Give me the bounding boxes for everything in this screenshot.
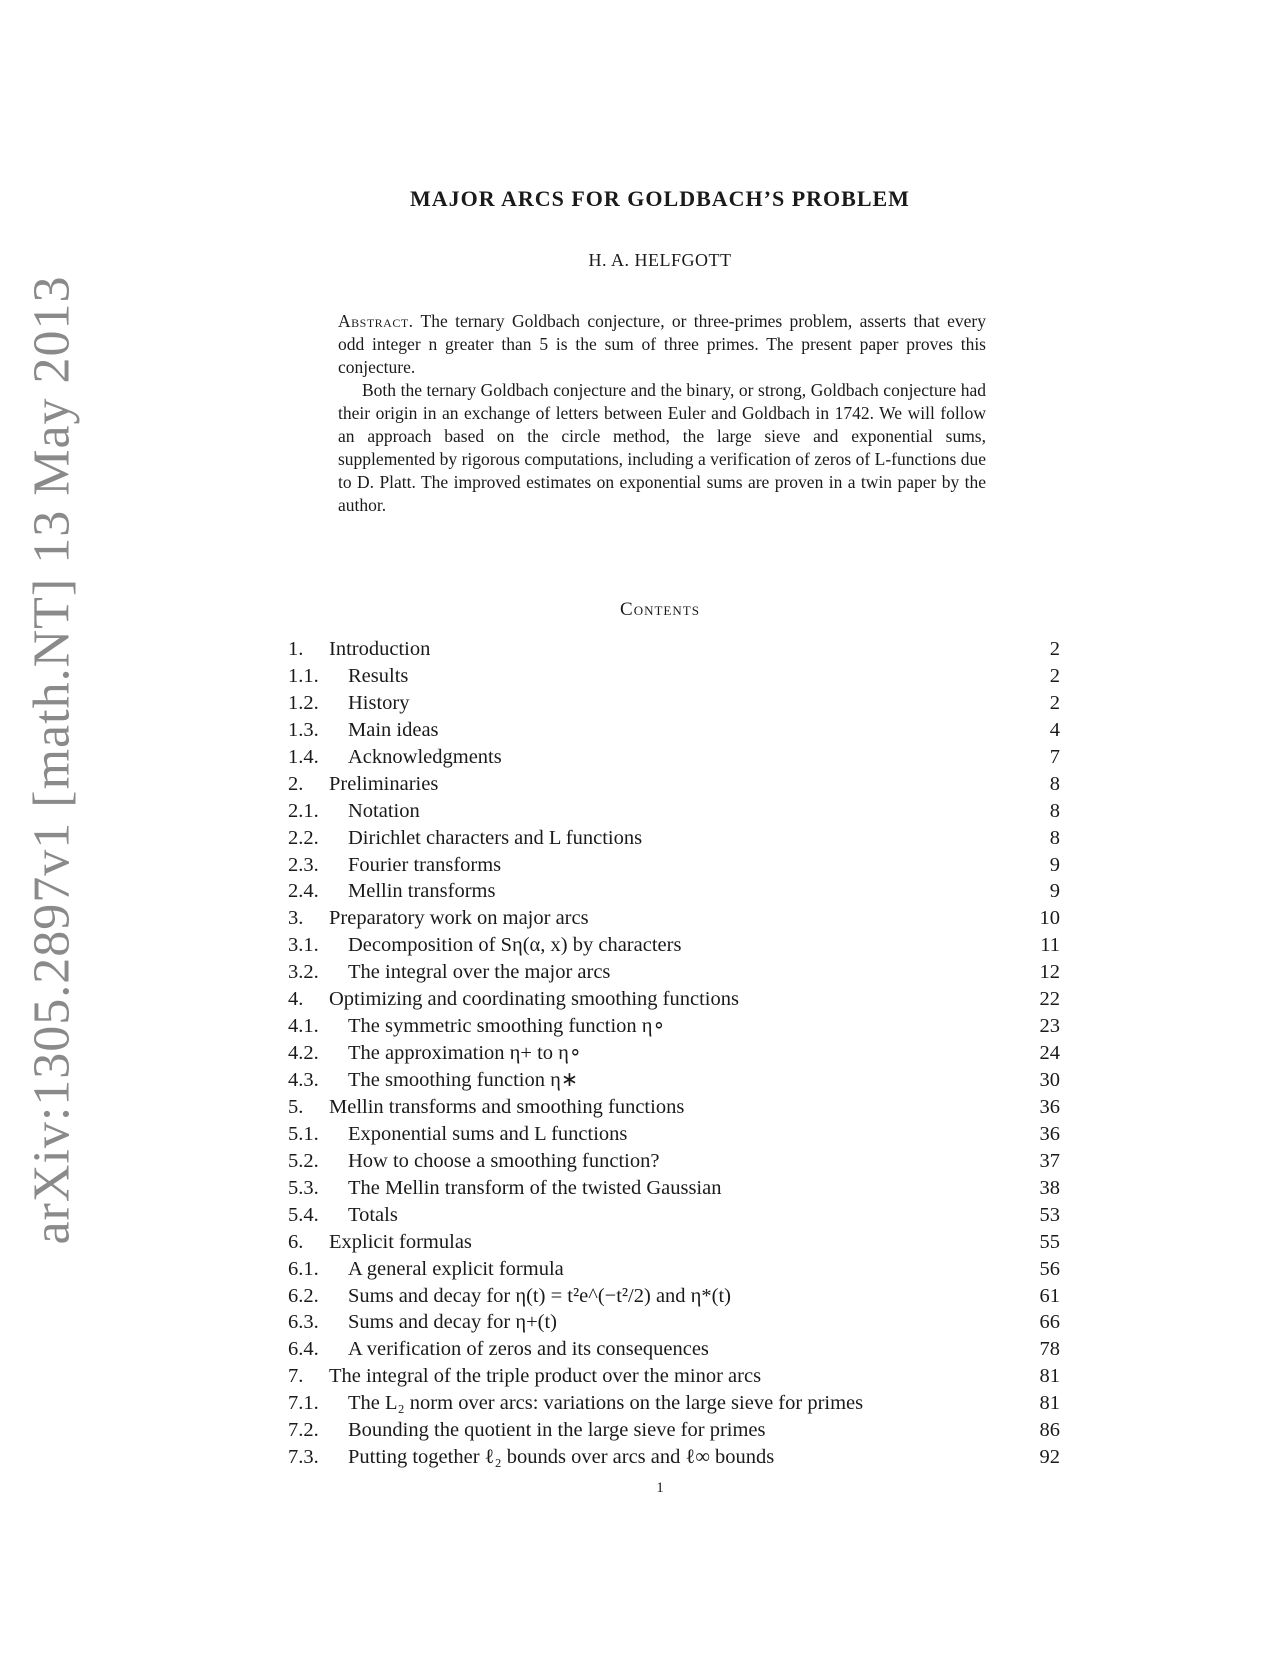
toc-entry-title: The integral of the triple product over the minor arcs <box>329 1365 762 1388</box>
toc-entry-title: The smoothing function η∗ <box>348 1069 579 1091</box>
author-name: H. A. HELFGOTT <box>588 250 732 270</box>
toc-entry-title: Decomposition of Sη(α, x) by characters <box>348 934 682 957</box>
toc-entry[interactable] <box>288 744 1060 771</box>
contents-heading: Contents <box>620 599 700 620</box>
toc-entry-number: 7.1. <box>288 1392 319 1415</box>
toc-entry[interactable] <box>288 905 1060 932</box>
toc-entry[interactable] <box>288 663 1060 690</box>
toc-entry[interactable] <box>288 932 1060 959</box>
toc-entry-title: Introduction <box>329 638 431 660</box>
toc-entry-number: 1.2. <box>288 691 319 714</box>
toc-entry-page: 61 <box>1039 1284 1060 1307</box>
toc-entry-number: 2. <box>288 772 304 795</box>
toc-entry-number: 6.4. <box>288 1338 319 1361</box>
toc-entry-number: 1.1. <box>288 664 319 687</box>
toc-entry-title: Mellin transforms and smoothing functions <box>329 1095 685 1118</box>
toc-entry-page: 2 <box>1049 691 1060 714</box>
toc-entry-number: 2.3. <box>288 853 319 876</box>
toc-entry-page: 11 <box>1040 934 1060 957</box>
toc-entry-number: 7.3. <box>288 1446 319 1469</box>
toc-entry-page: 66 <box>1039 1311 1060 1334</box>
toc-entry-number: 2.4. <box>288 880 319 903</box>
toc-entry-number: 2.2. <box>288 826 319 849</box>
toc-entry-page: 86 <box>1039 1419 1060 1442</box>
toc-entry-number: 5.2. <box>288 1149 319 1172</box>
toc-entry[interactable] <box>288 1094 1060 1121</box>
toc-entry-page: 36 <box>1039 1122 1060 1145</box>
toc-entry-title: A general explicit formula <box>348 1257 564 1280</box>
toc-entry-page: 8 <box>1049 772 1060 795</box>
toc-entry-page: 12 <box>1039 961 1060 984</box>
toc-entry[interactable] <box>288 771 1060 798</box>
toc-entry[interactable] <box>288 1202 1060 1229</box>
toc-entry[interactable] <box>288 1417 1060 1444</box>
toc-entry-title: Putting together ℓ₂ bounds over arcs and ℓ∞ bounds <box>348 1446 775 1469</box>
toc-entry[interactable] <box>288 690 1060 717</box>
toc-entry-page: 56 <box>1039 1257 1060 1280</box>
toc-entry-page: 10 <box>1039 907 1060 930</box>
toc-entry-title: Preparatory work on major arcs <box>329 907 589 930</box>
toc-entry-title: The symmetric smoothing function η∘ <box>348 1015 666 1038</box>
toc-entry[interactable] <box>288 1040 1060 1067</box>
toc-entry-title: Notation <box>348 799 420 822</box>
toc-entry-number: 1.4. <box>288 745 319 768</box>
toc-entry-title: Explicit formulas <box>329 1230 472 1253</box>
toc-entry-number: 5.4. <box>288 1203 319 1226</box>
toc-entry[interactable] <box>288 1229 1060 1256</box>
toc-entry[interactable] <box>288 636 1060 663</box>
toc-entry-title: A verification of zeros and its consequences <box>348 1338 709 1361</box>
toc-entry-title: Bounding the quotient in the large sieve for primes <box>348 1419 766 1442</box>
toc-entry-title: Sums and decay for η+(t) <box>348 1311 558 1334</box>
toc-entry-title: The approximation η+ to η∘ <box>348 1042 582 1065</box>
toc-entry-title: History <box>348 691 410 714</box>
toc-entry[interactable] <box>288 1336 1060 1363</box>
toc-entry-page: 37 <box>1039 1149 1060 1172</box>
toc-entry-number: 4.3. <box>288 1069 319 1091</box>
toc-entry[interactable] <box>288 1067 1060 1094</box>
toc-entry-number: 1.3. <box>288 718 319 741</box>
toc-entry-title: Main ideas <box>348 718 439 741</box>
toc-entry-page: 4 <box>1049 718 1060 741</box>
toc-entry[interactable] <box>288 1363 1060 1390</box>
toc-entry-page: 55 <box>1039 1230 1060 1253</box>
toc-entry-title: Optimizing and coordinating smoothing functions <box>329 988 739 1011</box>
abstract <box>338 310 986 517</box>
toc-entry-page: 53 <box>1039 1203 1060 1226</box>
toc-entry[interactable] <box>288 1121 1060 1148</box>
toc-entry-number: 3.2. <box>288 961 319 984</box>
abstract-paragraph-2: Both the ternary Goldbach conjecture and the binary, or strong, Goldbach conjecture had their origin in an exchange of letters between Euler and Goldbach in 1742. We will follow an approach based on the circle method, the large sieve and exponential sums, supplemented by rigorous computations, including a verification of zeros of L-functions due to D. Platt. The improved estimates on exponential sums are proven in a twin paper by the author. <box>338 380 986 515</box>
toc-entry[interactable] <box>288 1148 1060 1175</box>
toc-entry-page: 23 <box>1039 1015 1060 1038</box>
toc-entry[interactable] <box>288 1390 1060 1417</box>
toc-entry-title: Exponential sums and L functions <box>348 1122 628 1145</box>
toc-entry-page: 8 <box>1049 826 1060 849</box>
toc-entry[interactable] <box>288 1013 1060 1040</box>
toc-entry[interactable] <box>288 1283 1060 1310</box>
toc-entry[interactable] <box>288 1256 1060 1283</box>
toc-entry-number: 4.1. <box>288 1015 319 1038</box>
abstract-paragraph-1 <box>338 310 986 379</box>
toc-entry-page: 78 <box>1039 1338 1060 1361</box>
toc-entry-title: The L₂ norm over arcs: variations on the large sieve for primes <box>348 1392 864 1415</box>
page-number: 1 <box>656 1480 664 1496</box>
toc-entry-number: 5.1. <box>288 1122 319 1145</box>
toc-entry-page: 9 <box>1049 880 1060 903</box>
toc-entry-number: 3. <box>288 907 304 930</box>
toc-entry-title: Mellin transforms <box>348 880 496 903</box>
toc-entry-number: 6. <box>288 1230 304 1253</box>
toc-entry[interactable] <box>288 825 1060 852</box>
toc-entry-page: 7 <box>1049 745 1060 768</box>
toc-entry[interactable] <box>288 878 1060 905</box>
toc-entry-title: How to choose a smoothing function? <box>348 1149 660 1172</box>
toc-entry-page: 81 <box>1039 1365 1060 1388</box>
toc-entry-title: Dirichlet characters and L functions <box>348 826 643 849</box>
toc-entry-number: 7. <box>288 1365 304 1388</box>
toc-entry-title: Sums and decay for η(t) = t²e^(−t²/2) and η*(t) <box>348 1284 731 1307</box>
toc-entry-number: 4.2. <box>288 1042 319 1065</box>
toc-entry-page: 24 <box>1039 1042 1060 1065</box>
toc-entry[interactable] <box>288 986 1060 1013</box>
toc-entry[interactable] <box>288 798 1060 825</box>
toc-entry[interactable] <box>288 1175 1060 1202</box>
toc-entry-number: 5. <box>288 1095 304 1118</box>
toc-entry[interactable] <box>288 717 1060 744</box>
toc-entry-number: 7.2. <box>288 1419 319 1442</box>
toc-entry-page: 92 <box>1039 1446 1060 1469</box>
toc-entry-number: 1. <box>288 638 304 660</box>
toc-entry-page: 36 <box>1039 1095 1060 1118</box>
toc-entry-page: 30 <box>1039 1069 1060 1091</box>
toc-entry[interactable] <box>288 959 1060 986</box>
toc-entry-title: Acknowledgments <box>348 745 502 768</box>
toc-entry-number: 5.3. <box>288 1176 319 1199</box>
table-of-contents <box>288 636 1060 1471</box>
toc-entry-number: 6.3. <box>288 1311 319 1334</box>
arxiv-stamp: arXiv:1305.2897v1 [math.NT] 13 May 2013 <box>23 275 81 1245</box>
toc-entry-page: 81 <box>1039 1392 1060 1415</box>
toc-entry-title: Results <box>348 664 409 687</box>
toc-entry[interactable] <box>288 1309 1060 1336</box>
toc-entry-title: Totals <box>348 1203 398 1226</box>
toc-entry-number: 6.1. <box>288 1257 319 1280</box>
toc-entry-number: 6.2. <box>288 1284 319 1307</box>
toc-entry[interactable] <box>288 852 1060 879</box>
toc-entry-title: The Mellin transform of the twisted Gaussian <box>348 1176 722 1199</box>
toc-entry-page: 2 <box>1049 638 1060 660</box>
paper-title: MAJOR ARCS FOR GOLDBACH’S PROBLEM <box>410 186 910 211</box>
abstract-label: Abstract. <box>338 311 414 331</box>
toc-entry[interactable] <box>288 1444 1060 1471</box>
toc-entry-title: Fourier transforms <box>348 853 502 876</box>
toc-entry-title: Preliminaries <box>329 772 439 795</box>
toc-entry-page: 9 <box>1049 853 1060 876</box>
toc-entry-page: 22 <box>1039 988 1060 1011</box>
toc-entry-page: 2 <box>1049 664 1060 687</box>
toc-entry-number: 4. <box>288 988 304 1011</box>
toc-entry-number: 2.1. <box>288 799 319 822</box>
toc-entry-page: 38 <box>1039 1176 1060 1199</box>
toc-entry-page: 8 <box>1049 799 1060 822</box>
toc-entry-title: The integral over the major arcs <box>348 961 611 984</box>
toc-entry-number: 3.1. <box>288 934 319 957</box>
abstract-text-1: The ternary Goldbach conjecture, or three-primes problem, asserts that every odd integer n greater than 5 is the sum of three primes. The present paper proves this conjecture. <box>338 311 986 377</box>
